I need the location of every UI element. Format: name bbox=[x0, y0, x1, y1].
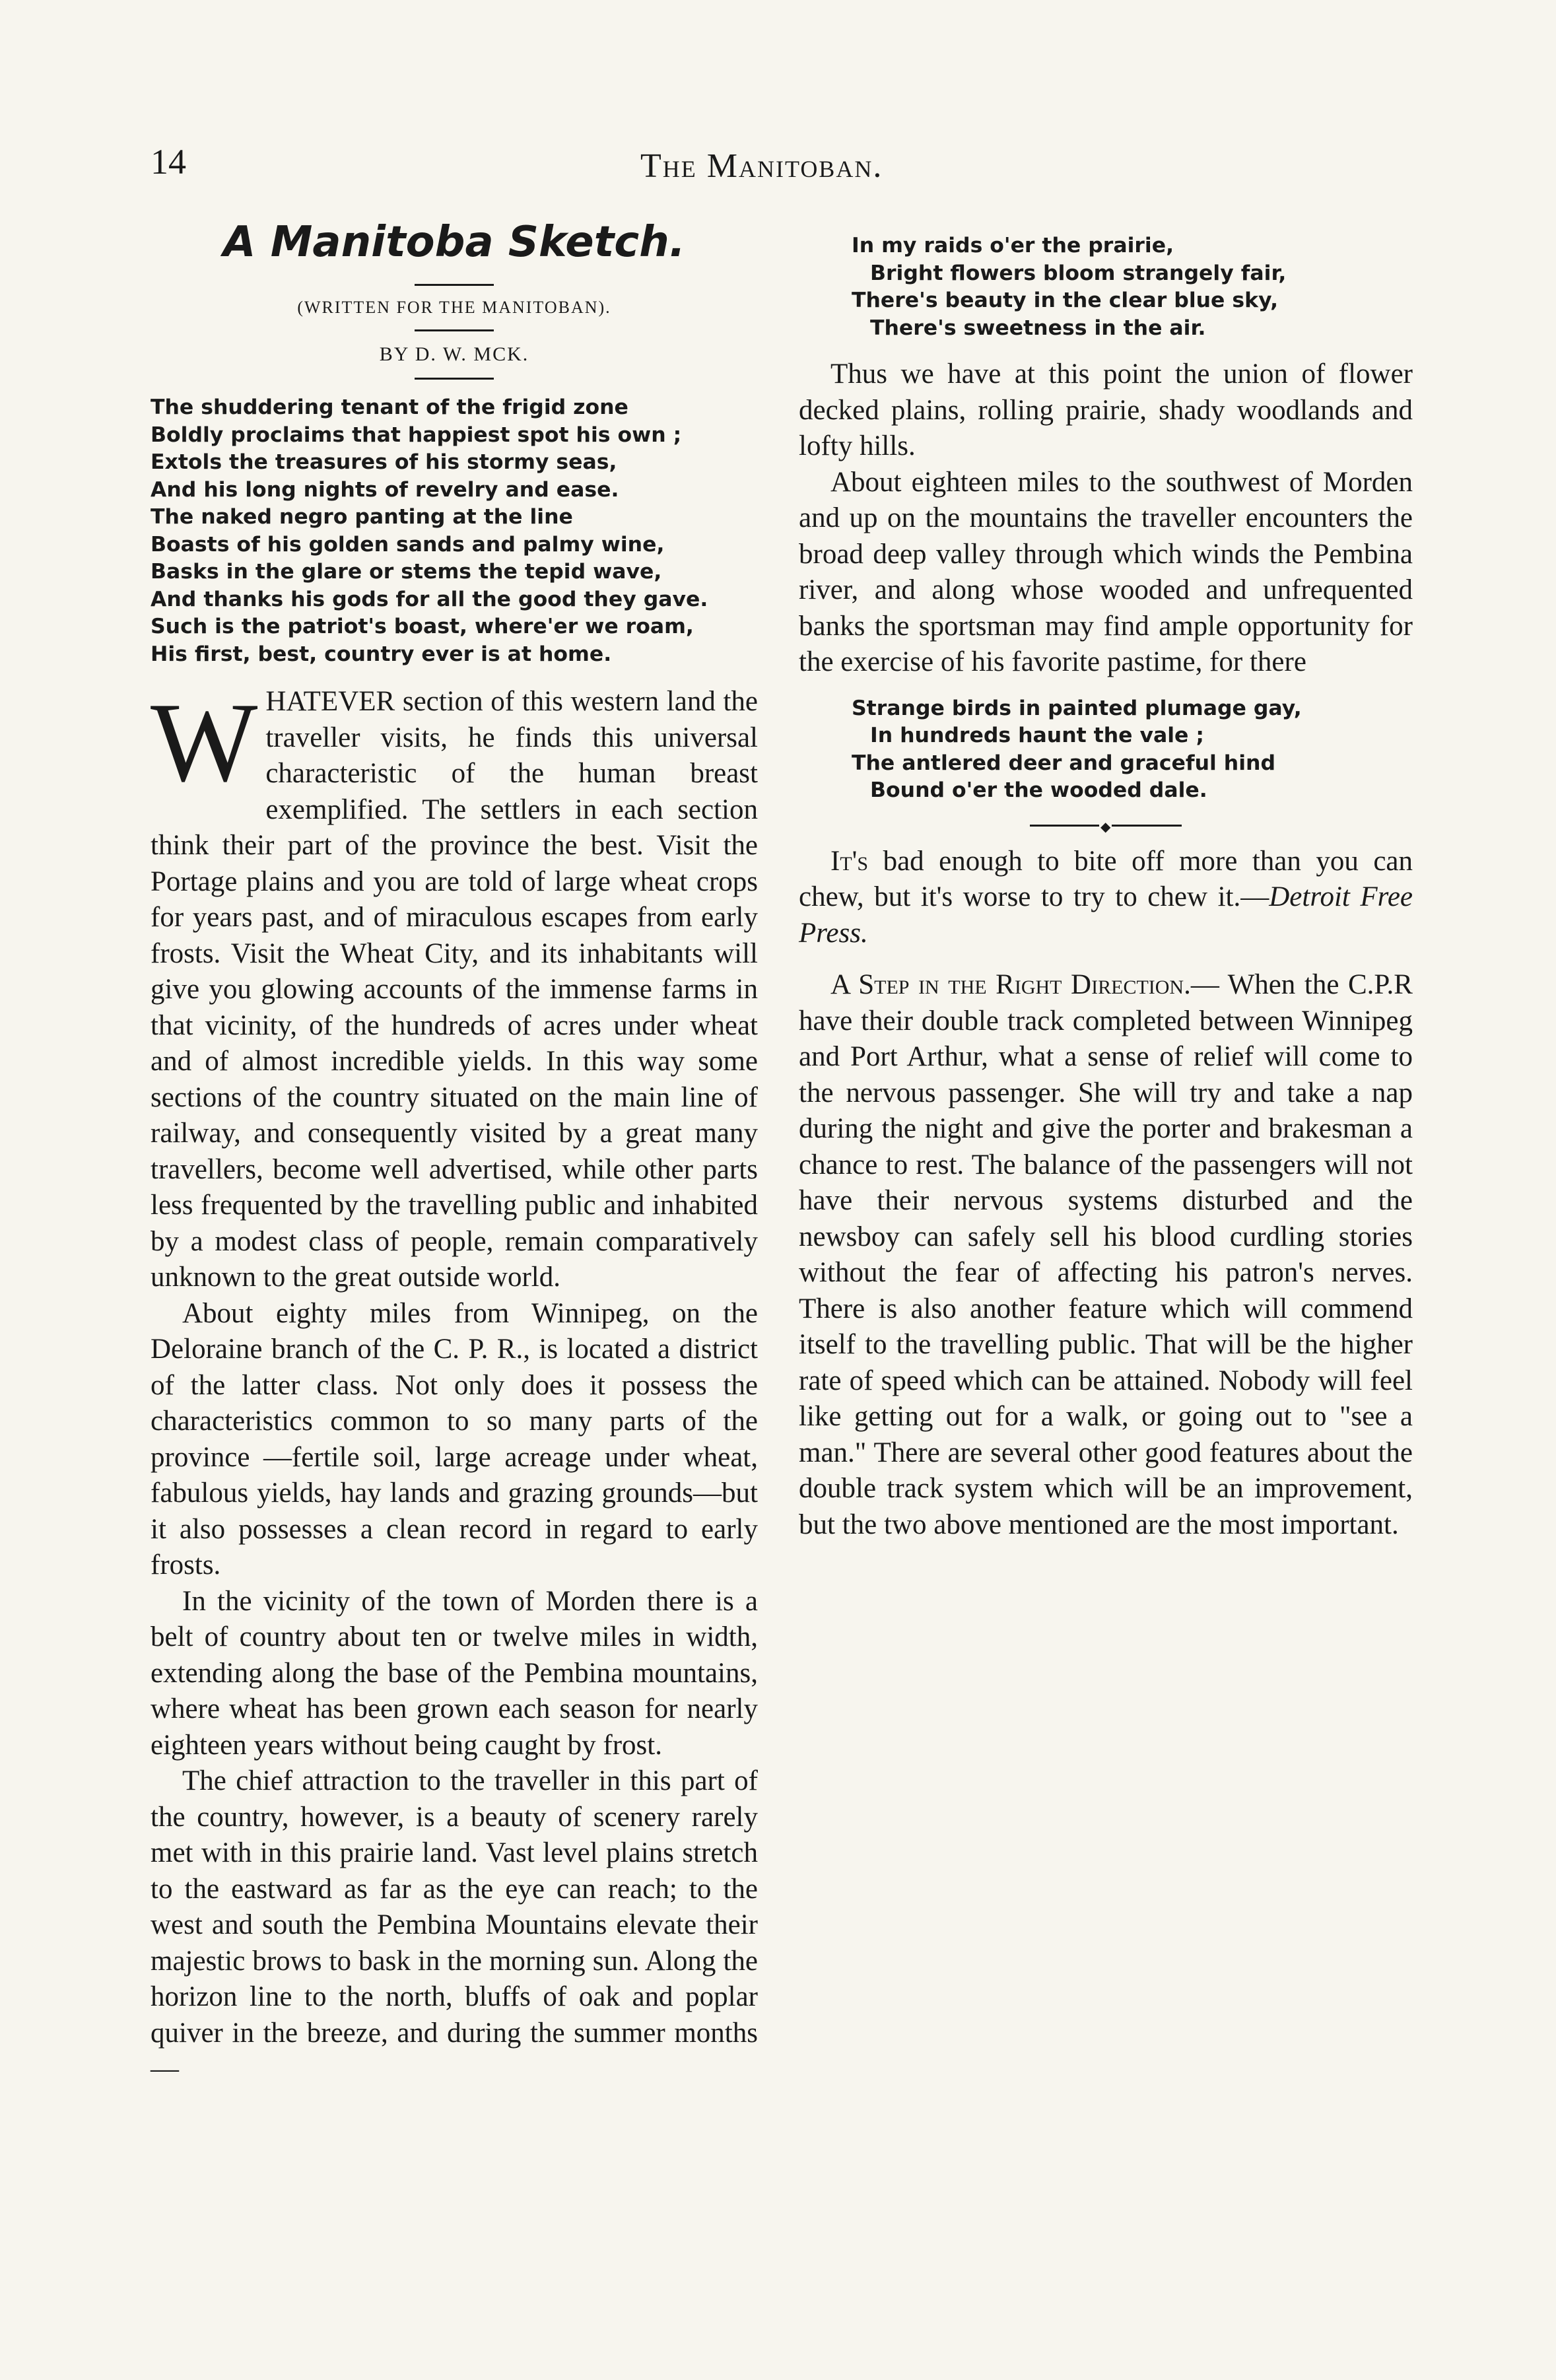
title-rule bbox=[415, 284, 494, 286]
right-column bbox=[799, 218, 1413, 1543]
paragraph-6: About eighteen miles to the southwest of Morden and up on the mountains the traveller encounters the broad deep valley through which winds the Pembina river, and along whose wooded and unfrequented banks the sportsman may find ample opportunity for the exercise of his favorite pastime, for there bbox=[799, 466, 1413, 677]
poem-line: In my raids o'er the prairie, bbox=[852, 234, 1174, 257]
poem-line: The antlered deer and graceful hind bbox=[852, 751, 1275, 775]
poem-line: His first, best, country ever is at home. bbox=[151, 642, 612, 666]
poem-line: Extols the treasures of his stormy seas, bbox=[151, 450, 617, 474]
filler-1-text: bad enough to bite off more than you can chew, but it's worse to try to chew it.— bbox=[799, 845, 1413, 912]
poem-line: Boasts of his golden sands and palmy wine, bbox=[151, 532, 665, 557]
poem-line: There's beauty in the clear blue sky, bbox=[852, 289, 1279, 312]
filler-1-source: Detroit Free Press. bbox=[799, 881, 1413, 949]
poem-line: Basks in the glare or stems the tepid wave, bbox=[151, 560, 662, 584]
poem-line: The shuddering tenant of the frigid zone bbox=[151, 395, 628, 419]
filler-2 bbox=[799, 967, 1413, 1543]
diamond-ornament-icon: ◆ bbox=[1100, 819, 1111, 834]
filler-1 bbox=[799, 844, 1413, 952]
drop-cap: W bbox=[151, 680, 258, 805]
poem-line: Bright flowers bloom strangely fair, bbox=[870, 261, 1287, 285]
poem-line: And thanks his gods for all the good they gave. bbox=[151, 587, 708, 611]
article-byline: BY D. W. MCK. bbox=[379, 343, 529, 365]
poem-line: Strange birds in painted plumage gay, bbox=[852, 696, 1302, 720]
poem-line: Boldly proclaims that happiest spot his own ; bbox=[151, 423, 682, 447]
spacer bbox=[799, 951, 1413, 967]
article-credit: (WRITTEN FOR THE MANITOBAN). bbox=[297, 298, 611, 317]
page-number: 14 bbox=[151, 142, 186, 182]
filler-2-heading: A Step in the Right Direction.— bbox=[830, 969, 1219, 1000]
paragraph-2: About eighty miles from Winnipeg, on the Deloraine branch of the C. P. R., is located a district of the latter class. Not only does it possess the characteristics common to so many parts of the province —fertile soil, large acreage under wheat, fabulous yields, hay lands and grazing grounds—but it also possesses a clean record in regard to early frosts. bbox=[151, 1297, 758, 1581]
filler-1-lead: It's bbox=[830, 845, 869, 877]
paragraph-4: The chief attraction to the traveller in this part of the country, however, is a beauty of scenery rarely met with in this prairie land. Vast level plains stretch to the eastward as far as the eye can reach; to the west and south the Pembina Mountains elevate their majestic brows to bask in the morning sun. Along the horizon line to the north, bluffs of oak and poplar quiver in the breeze, and during the summer months— bbox=[151, 1765, 758, 2084]
poem-line: There's sweetness in the air. bbox=[870, 316, 1206, 340]
byline-rule bbox=[415, 378, 494, 380]
article-title: A Manitoba Sketch. bbox=[222, 218, 686, 267]
paragraph-3: In the vicinity of the town of Morden there is a belt of country about ten or twelve miles in width, extending along the base of the Pembina mountains, where wheat has been grown each season for nearly eighteen years without being caught by frost. bbox=[151, 1585, 758, 1761]
river-poem bbox=[852, 695, 1413, 805]
running-head: The Manitoban. bbox=[640, 147, 883, 185]
poem-line: And his long nights of revelry and ease. bbox=[151, 477, 619, 502]
paragraph-1 bbox=[151, 680, 758, 1296]
section-divider bbox=[1030, 819, 1182, 834]
poem-line: The naked negro panting at the line bbox=[151, 505, 573, 529]
credit-rule bbox=[415, 329, 494, 331]
filler-2-text: When the C.P.R have their double track completed between Winnipeg and Port Arthur, what a sense of relief will come to the nervous passenger. She will try and take a nap during the night and give the porter and brakesman a chance to rest. The balance of the passengers will not have their nervous systems disturbed and the newsboy can safely sell his blood curdling stories without the fear of affecting his patron's nerves. There is also another feature which will commend itself to the travelling public. That will be the higher rate of speed which can be attained. Nobody will feel like getting out for a walk, or going out to "see a man." There are several other good features about the double track system which will be an improvement, but the two above mentioned are the most important. bbox=[799, 969, 1413, 1540]
paragraph-5: Thus we have at this point the union of flower decked plains, rolling prairie, shady woodlands and lofty hills. bbox=[799, 358, 1413, 461]
poem-line: Bound o'er the wooded dale. bbox=[870, 778, 1207, 802]
poem-line: Such is the patriot's boast, where'er we roam, bbox=[151, 615, 694, 638]
left-column bbox=[151, 218, 758, 2088]
prairie-poem bbox=[852, 232, 1413, 342]
drop-cap-rest: HATEVER bbox=[265, 686, 395, 717]
paragraph-1-text: section of this western land the traveller visits, he finds this universal characteristic of the human breast exemplified. The settlers in each section think their part of the province the best. Visit the Portage plains and you are told of large wheat crops for years past, and of miraculous escapes from early frosts. Visit the Wheat City, and its inhabitants will give you glowing accounts of the immense farms in that vicinity, of the hundreds of acres under wheat and of almost incredible yields. In this way some sections of the country situated on the main line of railway, and consequently visited by a great many travellers, become well advertised, while other parts less frequented by the travelling public and inhabited by a modest class of people, remain comparatively unknown to the great outside world. bbox=[151, 686, 758, 1293]
opening-poem bbox=[151, 394, 758, 668]
poem-line: In hundreds haunt the vale ; bbox=[870, 724, 1204, 747]
